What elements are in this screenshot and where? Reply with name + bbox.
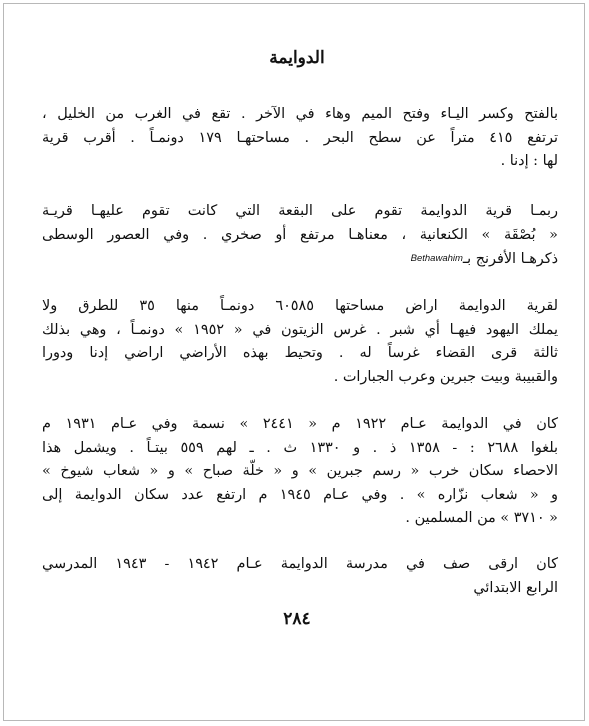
text-line: لها : إدنا . — [500, 153, 558, 169]
text-line: ترتفع ٤١٥ متراً عن سطح البحر . مساحتهـا ١٧٩ دونمـاً . أقرب قرية — [42, 129, 559, 146]
paragraph-lands — [42, 295, 558, 389]
text-line: بالفتح وكسر اليـاء وفتح الميم وهاء في الآخر . تقع في الغرب من الخليل ، — [42, 106, 558, 122]
page-frame — [3, 3, 585, 721]
paragraph-school — [42, 553, 558, 600]
text-line: ربمـا قرية الدوايمة تقوم على البقعة التي كانت تقوم عليهـا قريـة — [42, 203, 558, 219]
text-line-with-latin — [42, 247, 558, 272]
text-line: « ٣٧١٠ » من المسلمين . — [405, 510, 558, 526]
page-number: ٢٨٤ — [283, 609, 311, 629]
document-page — [22, 4, 572, 722]
text-line: لقرية الدوايمة اراض مساحتها ٦٠٥٨٥ دونمـاً منها ٣٥ للطرق ولا — [42, 298, 559, 314]
text-fragment: ذكرهـا الأفرنج بـ — [462, 251, 558, 267]
text-line: الرابع الابتدائي — [473, 579, 558, 596]
paragraph-population — [42, 413, 558, 531]
page-title: الدوايمة — [269, 48, 325, 68]
text-line: والقبيبة وبيت جبرين وعرب الجبارات . — [333, 368, 558, 385]
text-line: كان في الدوايمة عـام ١٩٢٢ م « ٢٤٤١ » نسمة وفي عـام ١٩٣١ م — [42, 416, 559, 432]
text-line: يملك اليهود فيهـا أي شبر . غرس الزيتون في « ١٩٥٢ » دونمـاً ، وهي بذلك — [42, 321, 558, 338]
paragraph-location — [42, 103, 558, 174]
text-line: الاحصاء سكان خرب « رسم جبرين » و « خلّة صباح » و « شعاب شيوخ » — [42, 463, 558, 479]
text-line: كان ارقى صف في مدرسة الدوايمة عـام ١٩٤٢ - ١٩٤٣ المدرسي — [42, 556, 558, 572]
paragraph-history — [42, 200, 558, 272]
text-line: ثالثة قرى القضاء غرساً له . وتحيط بهذه الأراضي اراضي إدنا ودورا — [42, 345, 558, 361]
text-line: و « شعاب نزّاره » . وفي عـام ١٩٤٥ م ارتفع عدد سكان الدوايمة إلى — [42, 486, 559, 503]
latin-name: Bethawahim — [410, 253, 463, 264]
text-line: « بُصْقَة » الكنعانية ، معناهـا مرتفع أو صخري . وفي العصور الوسطى — [42, 226, 558, 243]
text-line: بلغوا ٢٦٨٨ : - ١٣٥٨ ذ . و ١٣٣٠ ث . ـ لهم ٥٥٩ بيتـاً . ويشمل هذا — [42, 439, 558, 456]
